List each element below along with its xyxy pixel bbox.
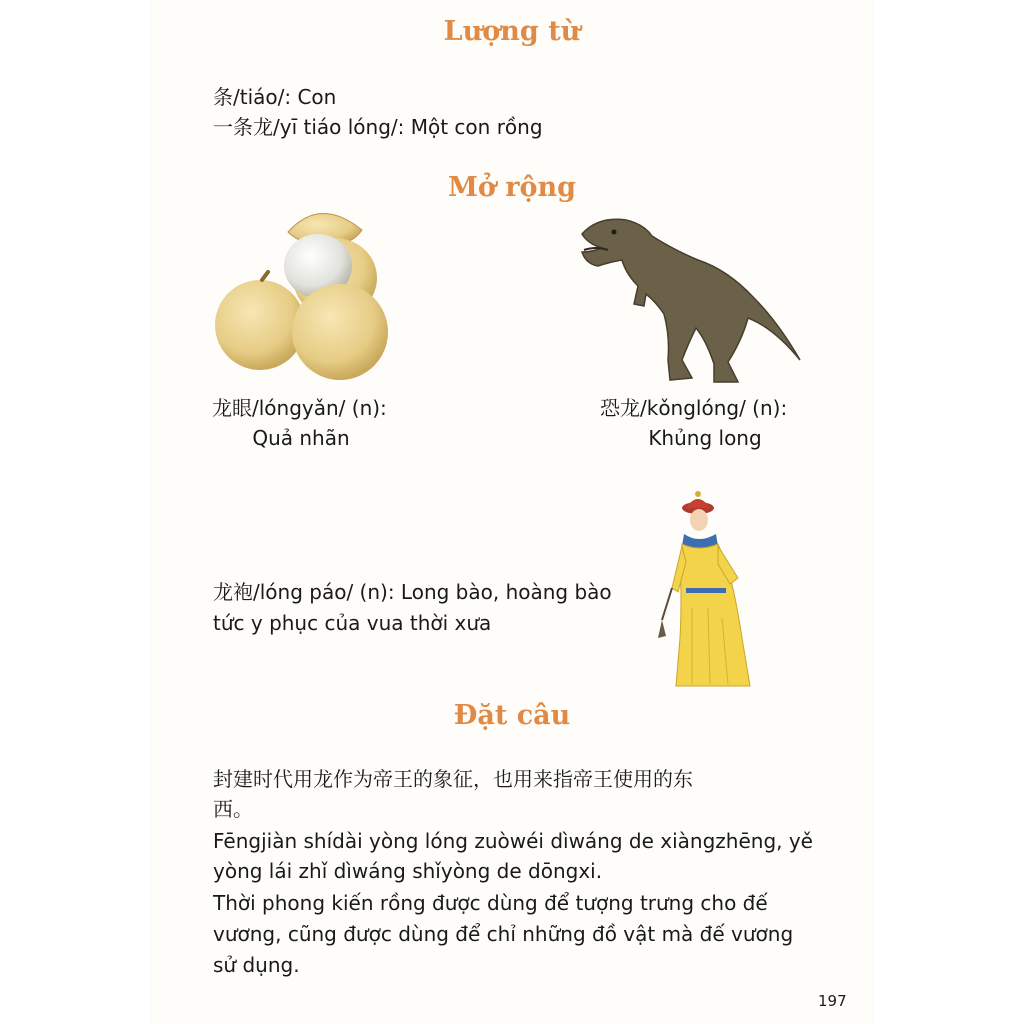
longan-fruit-icon <box>210 200 410 380</box>
dinosaur-meaning: Khủng long <box>648 426 762 450</box>
emperor-robe-icon <box>658 488 764 690</box>
robe-line-2: tức y phục của vua thời xưa <box>213 611 492 635</box>
heading-measure-word: Lượng từ <box>443 16 581 47</box>
sentence-vietnamese-line-1: Thời phong kiến rồng được dùng để tượng trưng cho đế <box>213 891 768 915</box>
page-number: 197 <box>818 992 847 1010</box>
sentence-pinyin-line-1: Fēngjiàn shídài yòng lóng zuòwéi dìwáng de xiàngzhēng, yě <box>213 829 813 853</box>
sentence-chinese-line-2: 西。 <box>213 797 253 821</box>
sentence-pinyin-line-2: yòng lái zhǐ dìwáng shǐyòng de dōngxi. <box>213 859 603 883</box>
book-page <box>150 0 874 1024</box>
longan-meaning: Quả nhãn <box>252 426 350 450</box>
measure-word-line-2: 一条龙/yī tiáo lóng/: Một con rồng <box>213 115 543 139</box>
measure-word-line-1: 条/tiáo/: Con <box>213 85 337 109</box>
sentence-vietnamese-line-2: vương, cũng được dùng để chỉ những đồ vật mà đế vương <box>213 922 794 946</box>
sentence-chinese-line-1: 封建时代用龙作为帝王的象征，也用来指帝王使用的东 <box>213 767 693 791</box>
dinosaur-icon <box>578 210 806 390</box>
longan-term: 龙眼/lóngyǎn/ (n): <box>212 396 387 420</box>
dinosaur-term: 恐龙/kǒnglóng/ (n): <box>600 396 788 420</box>
sentence-vietnamese-line-3: sử dụng. <box>213 953 300 977</box>
heading-expand: Mở rộng <box>447 172 577 203</box>
heading-sentence: Đặt câu <box>453 700 571 731</box>
robe-line-1: 龙袍/lóng páo/ (n): Long bào, hoàng bào <box>213 580 612 604</box>
